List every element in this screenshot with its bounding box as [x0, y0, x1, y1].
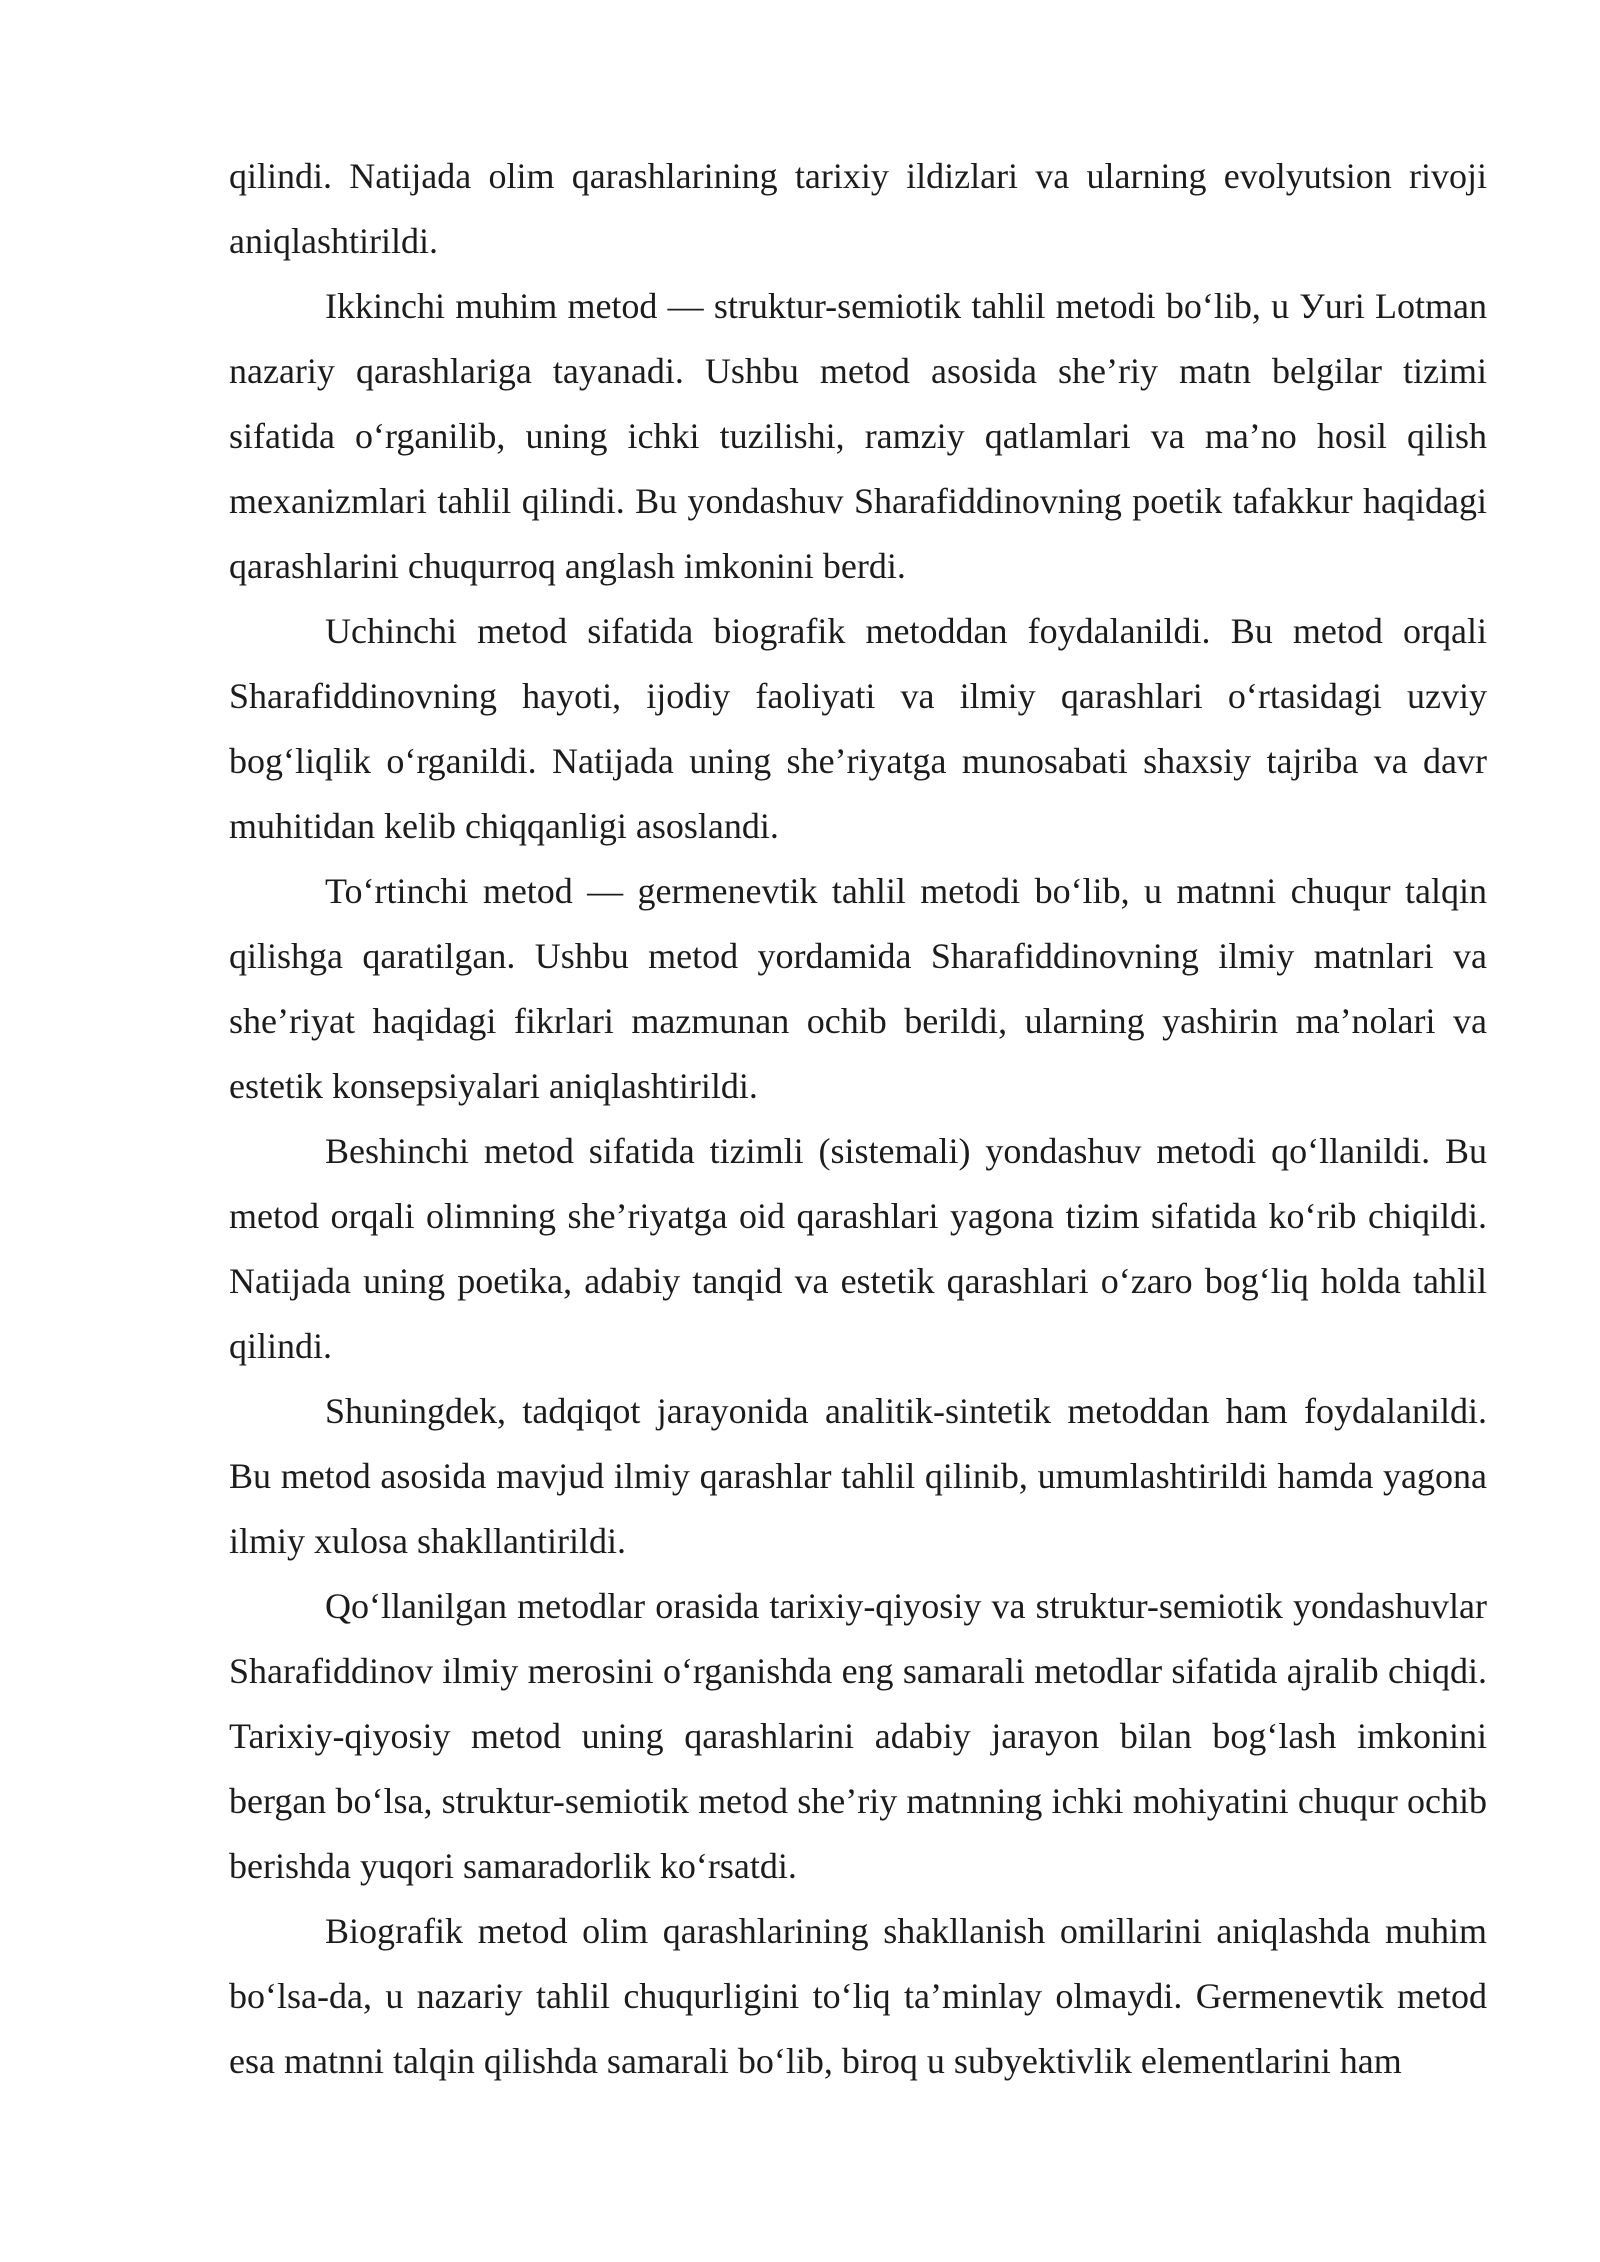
- paragraph-structural-semiotic-method: Ikkinchi muhim metod — struktur-semiotik tahlil metodi bo‘lib, u Уuri Lotman nazariy qarashlariga tayanadi. Ushbu metod asosida she’riy matn belgilar tizimi sifatida o‘rganilib, uning ichki tuzilishi, ramziy qatlamlari va ma’no hosil qilish mexanizmlari tahlil qilindi. Bu yondashuv Sharafiddinovning poetik tafakkur haqidagi qarashlarini chuqurroq anglash imkonini berdi.: [229, 286, 1487, 586]
- paragraph-continuation: qilindi. Natijada olim qarashlarining tarixiy ildizlari va ularning evolyutsion rivoji aniqlashtirildi.: [229, 156, 1487, 261]
- paragraph-analytic-synthetic-method: Shuningdek, tadqiqot jarayonida analitik-sintetik metoddan ham foydalanildi. Bu metod asosida mavjud ilmiy qarashlar tahlil qilinib, umumlashtirildi hamda yagona ilmiy xulosa shakllantirildi.: [229, 1391, 1487, 1561]
- paragraph-methods-comparison: Qo‘llanilgan metodlar orasida tarixiy-qiyosiy va struktur-semiotik yondashuvlar Sharafiddinov ilmiy merosini o‘rganishda eng samarali metodlar sifatida ajralib chiqdi. Tarixiy-qiyosiy metod uning qarashlarini adabiy jarayon bilan bog‘lash imkonini bergan bo‘lsa, struktur-semiotik metod she’riy matnning ichki mohiyatini chuqur ochib berishda yuqori samaradorlik ko‘rsatdi.: [229, 1586, 1487, 1886]
- document-page: [229, 144, 1487, 2094]
- paragraph-biographical-method: Uchinchi metod sifatida biografik metoddan foydalanildi. Bu metod orqali Sharafiddinovning hayoti, ijodiy faoliyati va ilmiy qarashlari o‘rtasidagi uzviy bog‘liqlik o‘rganildi. Natijada uning she’riyatga munosabati shaxsiy tajriba va davr muhitidan kelib chiqqanligi asoslandi.: [229, 611, 1487, 846]
- paragraph-methods-limitations: Biografik metod olim qarashlarining shakllanish omillarini aniqlashda muhim bo‘lsa-da, u nazariy tahlil chuqurligini to‘liq ta’minlay olmaydi. Germenevtik metod esa matnni talqin qilishda samarali bo‘lib, biroq u subyektivlik elementlarini ham: [229, 1911, 1487, 2081]
- paragraph-systemic-method: Beshinchi metod sifatida tizimli (sistemali) yondashuv metodi qo‘llanildi. Bu metod orqali olimning she’riyatga oid qarashlari yagona tizim sifatida ko‘rib chiqildi. Natijada uning poetika, adabiy tanqid va estetik qarashlari o‘zaro bog‘liq holda tahlil qilindi.: [229, 1131, 1487, 1366]
- paragraph-hermeneutic-method: To‘rtinchi metod — germenevtik tahlil metodi bo‘lib, u matnni chuqur talqin qilishga qaratilgan. Ushbu metod yordamida Sharafiddinovning ilmiy matnlari va she’riyat haqidagi fikrlari mazmunan ochib berildi, ularning yashirin ma’nolari va estetik konsepsiyalari aniqlashtirildi.: [229, 871, 1487, 1106]
